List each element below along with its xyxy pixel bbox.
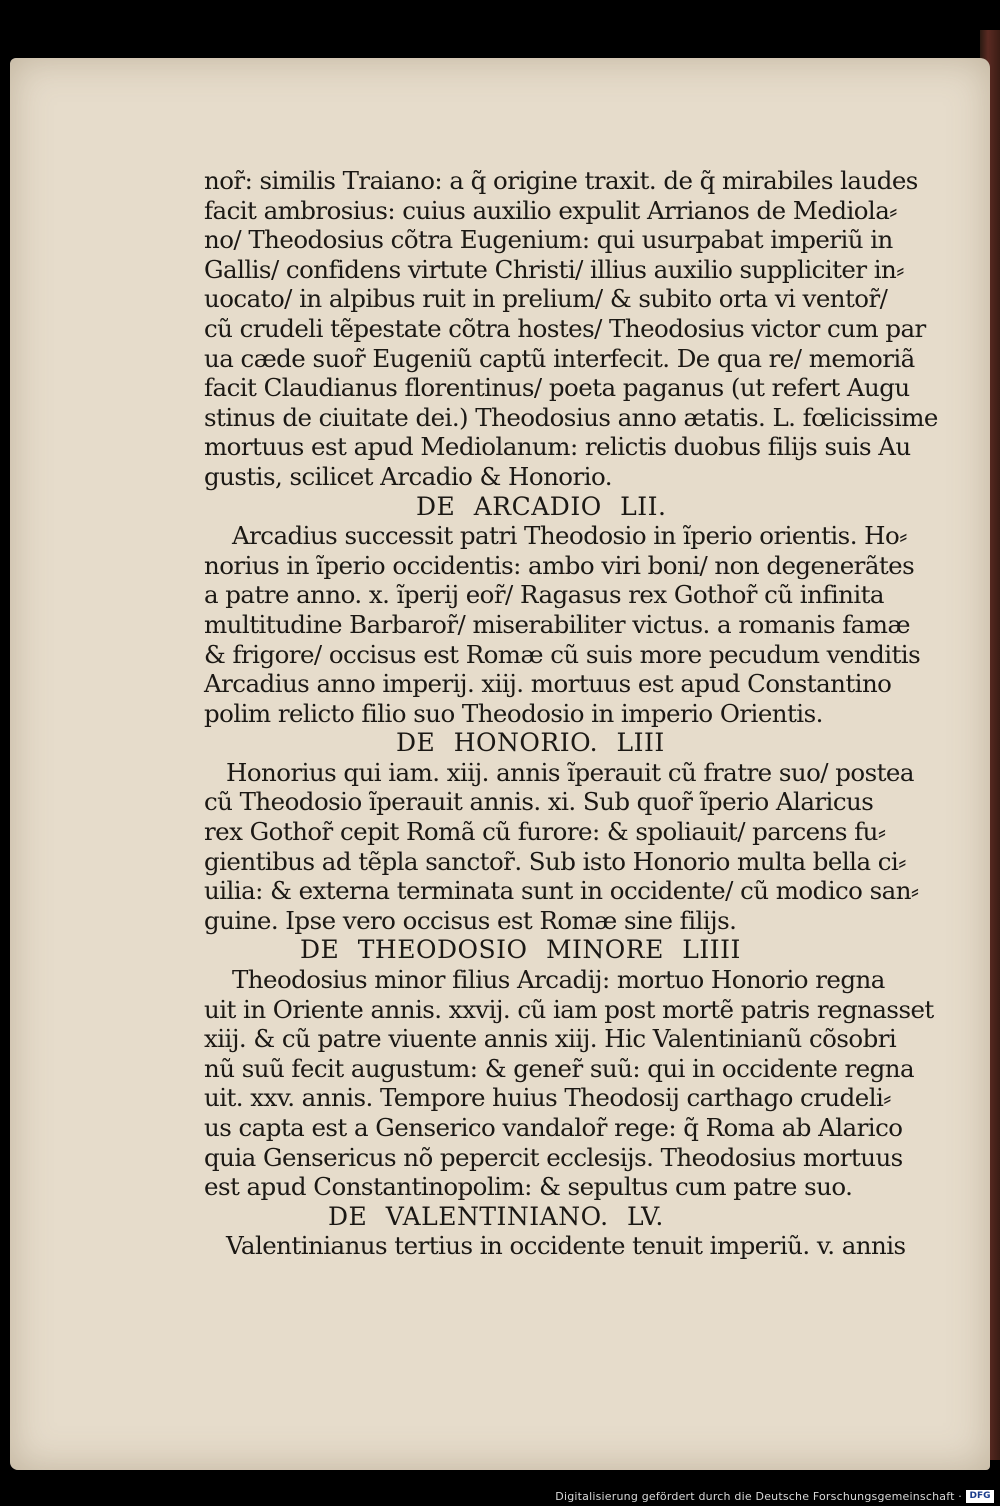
text-line: uilia: & externa terminata sunt in occidente/ cũ modico san⸗ <box>204 876 919 906</box>
text-line: Honorius qui iam. xiij. annis ĩperauit cũ fratre suo/ postea <box>226 757 914 787</box>
text-line: Arcadius successit patri Theodosio in ĩperio orientis. Ho⸗ <box>232 521 907 551</box>
dfg-logo: DFG <box>966 1490 994 1503</box>
text-line: mortuus est apud Mediolanum: relictis duobus filijs suis Au <box>204 432 911 462</box>
section-heading: DE VALENTINIANO. LV. <box>328 1201 664 1231</box>
text-line: quia Gensericus nõ pepercit ecclesijs. Theodosius mortuus <box>204 1142 903 1172</box>
text-line: uit in Oriente annis. xxvij. cũ iam post mortẽ patris regnasset <box>204 994 934 1024</box>
text-line: & frigore/ occisus est Romæ cũ suis more pecudum venditis <box>204 639 921 669</box>
text-line: nũ suũ fecit augustum: & gener̃ suũ: qui in occidente regna <box>204 1053 915 1083</box>
text-line: Gallis/ confidens virtute Christi/ illius auxilio suppliciter in⸗ <box>204 254 904 284</box>
text-line: facit Claudianus florentinus/ poeta paganus (ut refert Augu <box>204 373 910 403</box>
text-line: no/ Theodosius cõtra Eugenium: qui usurpabat imperiũ in <box>204 225 893 255</box>
text-line: polim relicto filio suo Theodosio in imperio Orientis. <box>204 698 823 728</box>
text-line: Theodosius minor filius Arcadij: mortuo Honorio regna <box>232 965 885 995</box>
text-line: multitudine Barbaror̃/ miserabiliter victus. a romanis famæ <box>204 609 910 639</box>
text-line: rex Gothor̃ cepit Romã cũ furore: & spoliauit/ parcens fu⸗ <box>204 817 886 847</box>
text-line: stinus de ciuitate dei.) Theodosius anno ætatis. L. fœlicissime <box>204 402 938 432</box>
text-line: norius in ĩperio occidentis: ambo viri boni/ non degenerãtes <box>204 550 915 580</box>
section-heading: DE THEODOSIO MINORE LIIII <box>300 935 741 965</box>
text-line: facit ambrosius: cuius auxilio expulit Arrianos de Mediola⸗ <box>204 195 897 225</box>
text-line: cũ Theodosio ĩperauit annis. xi. Sub quor̃ ĩperio Alaricus <box>204 787 874 817</box>
text-line: a patre anno. x. ĩperij eor̃/ Ragasus rex Gothor̃ cũ infinita <box>204 580 884 610</box>
text-line: gustis, scilicet Arcadio & Honorio. <box>204 461 612 491</box>
section-heading: DE ARCADIO LII. <box>416 491 667 521</box>
section-heading: DE HONORIO. LIII <box>396 728 665 758</box>
text-line: Valentinianus tertius in occidente tenuit imperiũ. v. annis <box>226 1231 906 1261</box>
text-line: gientibus ad tẽpla sanctor̃. Sub isto Honorio multa bella ci⸗ <box>204 846 906 876</box>
digitization-credit: Digitalisierung gefördert durch die Deutsche Forschungsgemeinschaft · <box>0 1487 1000 1506</box>
text-line: nor̃: similis Traiano: a q̃ origine traxit. de q̃ mirabiles laudes <box>204 166 918 195</box>
text-line: Arcadius anno imperij. xiij. mortuus est apud Constantino <box>204 669 892 699</box>
text-line: cũ crudeli tẽpestate cõtra hostes/ Theodosius victor cum par <box>204 313 926 343</box>
text-line: uocato/ in alpibus ruit in prelium/ & subito orta vi ventor̃/ <box>204 284 888 314</box>
text-line: est apud Constantinopolim: & sepultus cum patre suo. <box>204 1172 853 1202</box>
text-line: uit. xxv. annis. Tempore huius Theodosij carthago crudeli⸗ <box>204 1083 891 1113</box>
text-line: us capta est a Genserico vandalor̃ rege: q̃ Roma ab Alarico <box>204 1113 903 1142</box>
page-text <box>196 166 938 1261</box>
text-line: xiij. & cũ patre viuente annis xiij. Hic Valentinianũ cõsobri <box>204 1024 897 1054</box>
text-line: guine. Ipse vero occisus est Romæ sine filijs. <box>204 905 737 935</box>
text-line: ua cæde suor̃ Eugeniũ captũ interfecit. De qua re/ memoriã <box>204 343 915 373</box>
